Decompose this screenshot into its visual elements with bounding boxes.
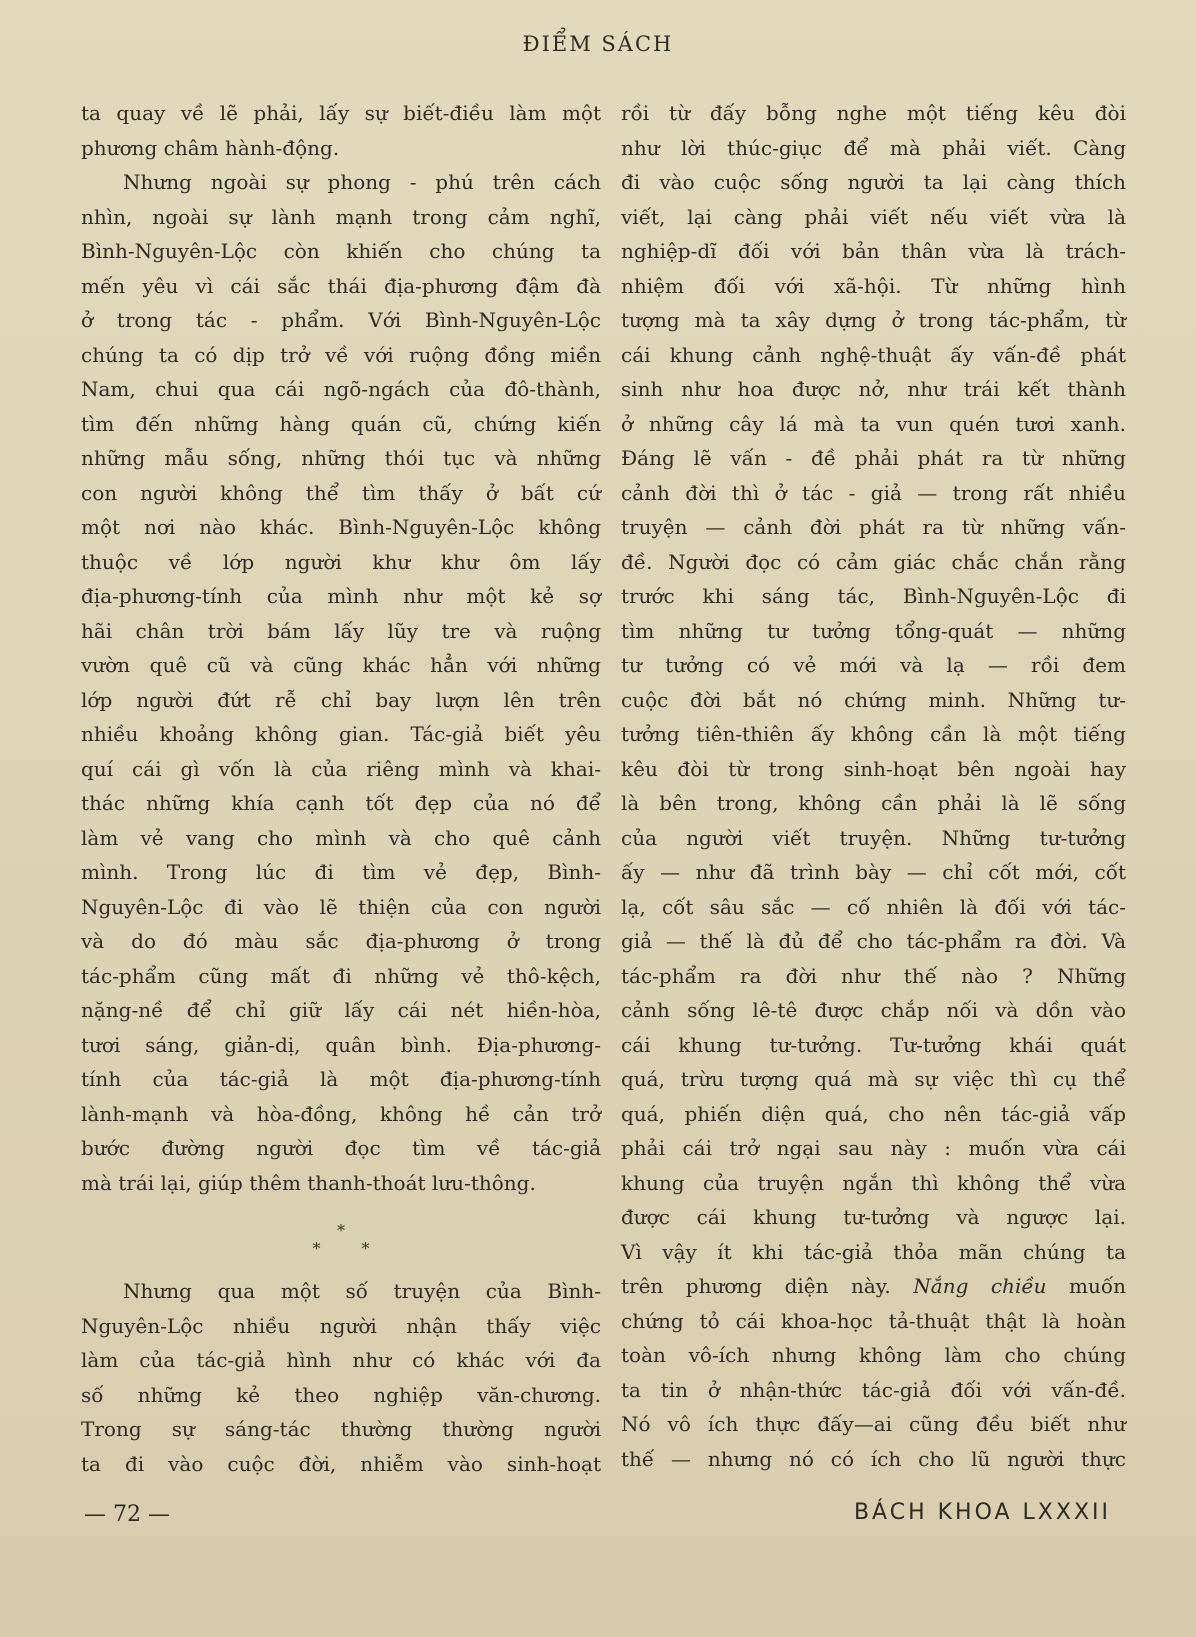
text-line: tác-phẩm ra đời như thế nào ? Những xyxy=(621,963,1126,988)
text-line: một nơi nào khác. Bình-Nguyên-Lộc không xyxy=(81,515,601,539)
page-number: — 72 — xyxy=(84,1502,170,1527)
text-line: như lời thúc-giục để mà phải viết. Càng xyxy=(621,135,1126,160)
text-line: làm vẻ vang cho mình và cho quê cảnh xyxy=(81,825,601,850)
text-line: Nhưng qua một số truyện của Bình- xyxy=(123,1279,601,1303)
right-body xyxy=(621,96,1126,1269)
text-line: Nó vô ích thực đấy—ai cũng đều biết như xyxy=(621,1412,1126,1436)
text-line: và do đó màu sắc địa-phương ở trong xyxy=(81,929,601,953)
text-line: viết, lại càng phải viết nếu viết vừa là xyxy=(621,204,1126,229)
text-line: Nhưng ngoài sự phong - phú trên cách xyxy=(123,170,601,194)
text-line: ta đi vào cuộc đời, nhiễm vào sinh-hoạt xyxy=(81,1451,601,1476)
text-line: lớp người đứt rễ chỉ bay lượn lên trên xyxy=(81,687,601,712)
text-line: ta tin ở nhận-thức tác-giả đối với vấn-đề. xyxy=(621,1377,1126,1402)
text-line: tìm đến những hàng quán cũ, chứng kiến xyxy=(81,411,601,436)
text-line: cảnh sống lê-tê được chắp nối và dồn vào xyxy=(621,998,1126,1022)
text-line: tìm những tư tưởng tổng-quát — những xyxy=(621,618,1126,643)
text-line: lành-mạnh và hòa-đồng, không hề cản trở xyxy=(81,1101,601,1126)
text-line: nhiều khoảng không gian. Tác-giả biết yêu xyxy=(81,722,601,746)
text-line: quá, phiến diện quá, cho nên tác-giả vấp xyxy=(621,1101,1126,1126)
text-line: cái khung cảnh nghệ-thuật ấy vấn-đề phát xyxy=(621,342,1126,367)
text-line: trước khi sáng tác, Bình-Nguyên-Lộc đi xyxy=(621,584,1126,608)
text-line: thác những khía cạnh tốt đẹp của nó để xyxy=(81,791,601,815)
text-line: ở những cây lá mà ta vun quén tươi xanh. xyxy=(621,411,1126,436)
text-line: tính của tác-giả là một địa-phương-tính xyxy=(81,1067,601,1091)
text-line: Bình-Nguyên-Lộc còn khiến cho chúng ta xyxy=(81,239,601,263)
text-line: nghiệp-dĩ đối với bản thân vừa là trách- xyxy=(621,239,1126,263)
text-line: tác-phẩm cũng mất đi những vẻ thô-kệch, xyxy=(81,963,601,988)
text-line: cảnh đời thì ở tác - giả — trong rất nhiều xyxy=(621,480,1126,505)
section-separator xyxy=(81,1222,601,1258)
text-line: tưởng tiên-thiên ấy không cần là một tiếng xyxy=(621,722,1126,746)
text-line: chúng ta có dịp trở về với ruộng đồng miền xyxy=(81,342,601,367)
right-body-end xyxy=(621,1304,1126,1477)
text-line: rồi từ đấy bỗng nghe một tiếng kêu đòi xyxy=(621,101,1126,125)
text-line: Nguyên-Lộc đi vào lẽ thiện của con người xyxy=(81,894,601,919)
text-line: địa-phương-tính của mình như một kẻ sợ xyxy=(81,584,601,608)
text-line: truyện — cảnh đời phát ra từ những vấn- xyxy=(621,515,1126,539)
text-line: nặng-nề để chỉ giữ lấy cái nét hiền-hòa, xyxy=(81,998,601,1022)
text-line: hãi chân trời bám lấy lũy tre và ruộng xyxy=(81,618,601,643)
text-line: Nguyên-Lộc nhiều người nhận thấy việc xyxy=(81,1313,601,1338)
text-line: tươi sáng, giản-dị, quân bình. Địa-phương- xyxy=(81,1032,601,1057)
text-line: quí cái gì vốn là của riêng mình và khai- xyxy=(81,756,601,781)
text-line: sinh như hoa được nở, như trái kết thành xyxy=(621,377,1126,401)
text-line: tư tưởng có vẻ mới và lạ — rồi đem xyxy=(621,653,1126,677)
right-column xyxy=(621,96,1126,1476)
text-line: ấy — như đã trình bày — chỉ cốt mới, cốt xyxy=(621,860,1126,884)
left-column xyxy=(81,96,601,1481)
text-line: cuộc đời bắt nó chứng minh. Những tư- xyxy=(621,687,1126,712)
journal-name: BÁCH KHOA LXXXII xyxy=(853,1500,1111,1525)
text-line: Vì vậy ít khi tác-giả thỏa mãn chúng ta xyxy=(621,1239,1126,1264)
text-line: phải cái trở ngại sau này : muốn vừa cái xyxy=(621,1136,1126,1160)
text-line: toàn vô-ích nhưng không làm cho chúng xyxy=(621,1343,1126,1367)
text-line: ta quay về lẽ phải, lấy sự biết-điều làm một xyxy=(81,101,601,125)
text-line: ở trong tác - phẩm. Với Bình-Nguyên-Lộc xyxy=(81,308,601,332)
text-line: đề. Người đọc có cảm giác chắc chắn rằng xyxy=(621,549,1126,574)
paragraph-2 xyxy=(81,165,601,1200)
paragraph-1 xyxy=(81,96,601,165)
text-line: Trong sự sáng-tác thường thường người xyxy=(81,1417,601,1441)
text-line: kêu đòi từ trong sinh-hoạt bên ngoài hay xyxy=(621,756,1126,781)
text-line: con người không thể tìm thấy ở bất cứ xyxy=(81,480,601,505)
text-line: giả — thế là đủ để cho tác-phẩm ra đời. Và xyxy=(621,929,1126,953)
text-line: những mẫu sống, những thói tục và những xyxy=(81,446,601,470)
text-line: chứng tỏ cái khoa-học tả-thuật thật là hoàn xyxy=(621,1308,1126,1333)
text-line: đi vào cuộc sống người ta lại càng thích xyxy=(621,170,1126,194)
text-line: bước đường người đọc tìm về tác-giả xyxy=(81,1136,601,1160)
text-line: mà trái lại, giúp thêm thanh-thoát lưu-thông. xyxy=(81,1170,536,1195)
text-line: số những kẻ theo nghiệp văn-chương. xyxy=(81,1382,601,1407)
text-line: khung của truyện ngắn thì không thể vừa xyxy=(621,1170,1126,1195)
story-title: Nắng chiều xyxy=(913,1274,1047,1298)
text-line: nhìn, ngoài sự lành mạnh trong cảm nghĩ, xyxy=(81,204,601,229)
text-line: vườn quê cũ và cũng khác hẳn với những xyxy=(81,653,601,677)
text-line-with-title: trên phương diện này. Nắng chiều muốn xyxy=(621,1274,1126,1298)
text-line: Đáng lẽ vấn - đề phải phát ra từ những xyxy=(621,446,1126,470)
text-line: cái khung tư-tưởng. Tư-tưởng khái quát xyxy=(621,1032,1126,1057)
section-header: ĐIỂM SÁCH xyxy=(522,32,674,56)
separator-top-star: * xyxy=(337,1221,345,1240)
text-line: làm của tác-giả hình như có khác với đa xyxy=(81,1348,601,1372)
text-line: phương châm hành-động. xyxy=(81,135,340,160)
text-line: lạ, cốt sâu sắc — cố nhiên là đối với tác- xyxy=(621,894,1126,919)
separator-bottom-stars: * * xyxy=(312,1239,388,1258)
text-line: là bên trong, không cần phải là lẽ sống xyxy=(621,791,1126,815)
text-line: được cái khung tư-tưởng và ngược lại. xyxy=(621,1205,1126,1229)
text-line: nhiệm đối với xã-hội. Từ những hình xyxy=(621,273,1126,298)
text-line: thuộc về lớp người khư khư ôm lấy xyxy=(81,549,601,574)
text-line: quá, trừu tượng quá mà sự việc thì cụ thể xyxy=(621,1067,1126,1091)
text-line: thế — nhưng nó có ích cho lũ người thực xyxy=(621,1446,1126,1471)
text-line: mình. Trong lúc đi tìm vẻ đẹp, Bình- xyxy=(81,860,601,884)
text-line: Nam, chui qua cái ngõ-ngách của đô-thành, xyxy=(81,377,601,401)
text-line: tượng mà ta xây dựng ở trong tác-phẩm, từ xyxy=(621,308,1126,332)
paragraph-3 xyxy=(81,1274,601,1481)
text-line: mến yêu vì cái sắc thái địa-phương đậm đà xyxy=(81,273,601,298)
text-line: của người viết truyện. Những tư-tưởng xyxy=(621,825,1126,850)
